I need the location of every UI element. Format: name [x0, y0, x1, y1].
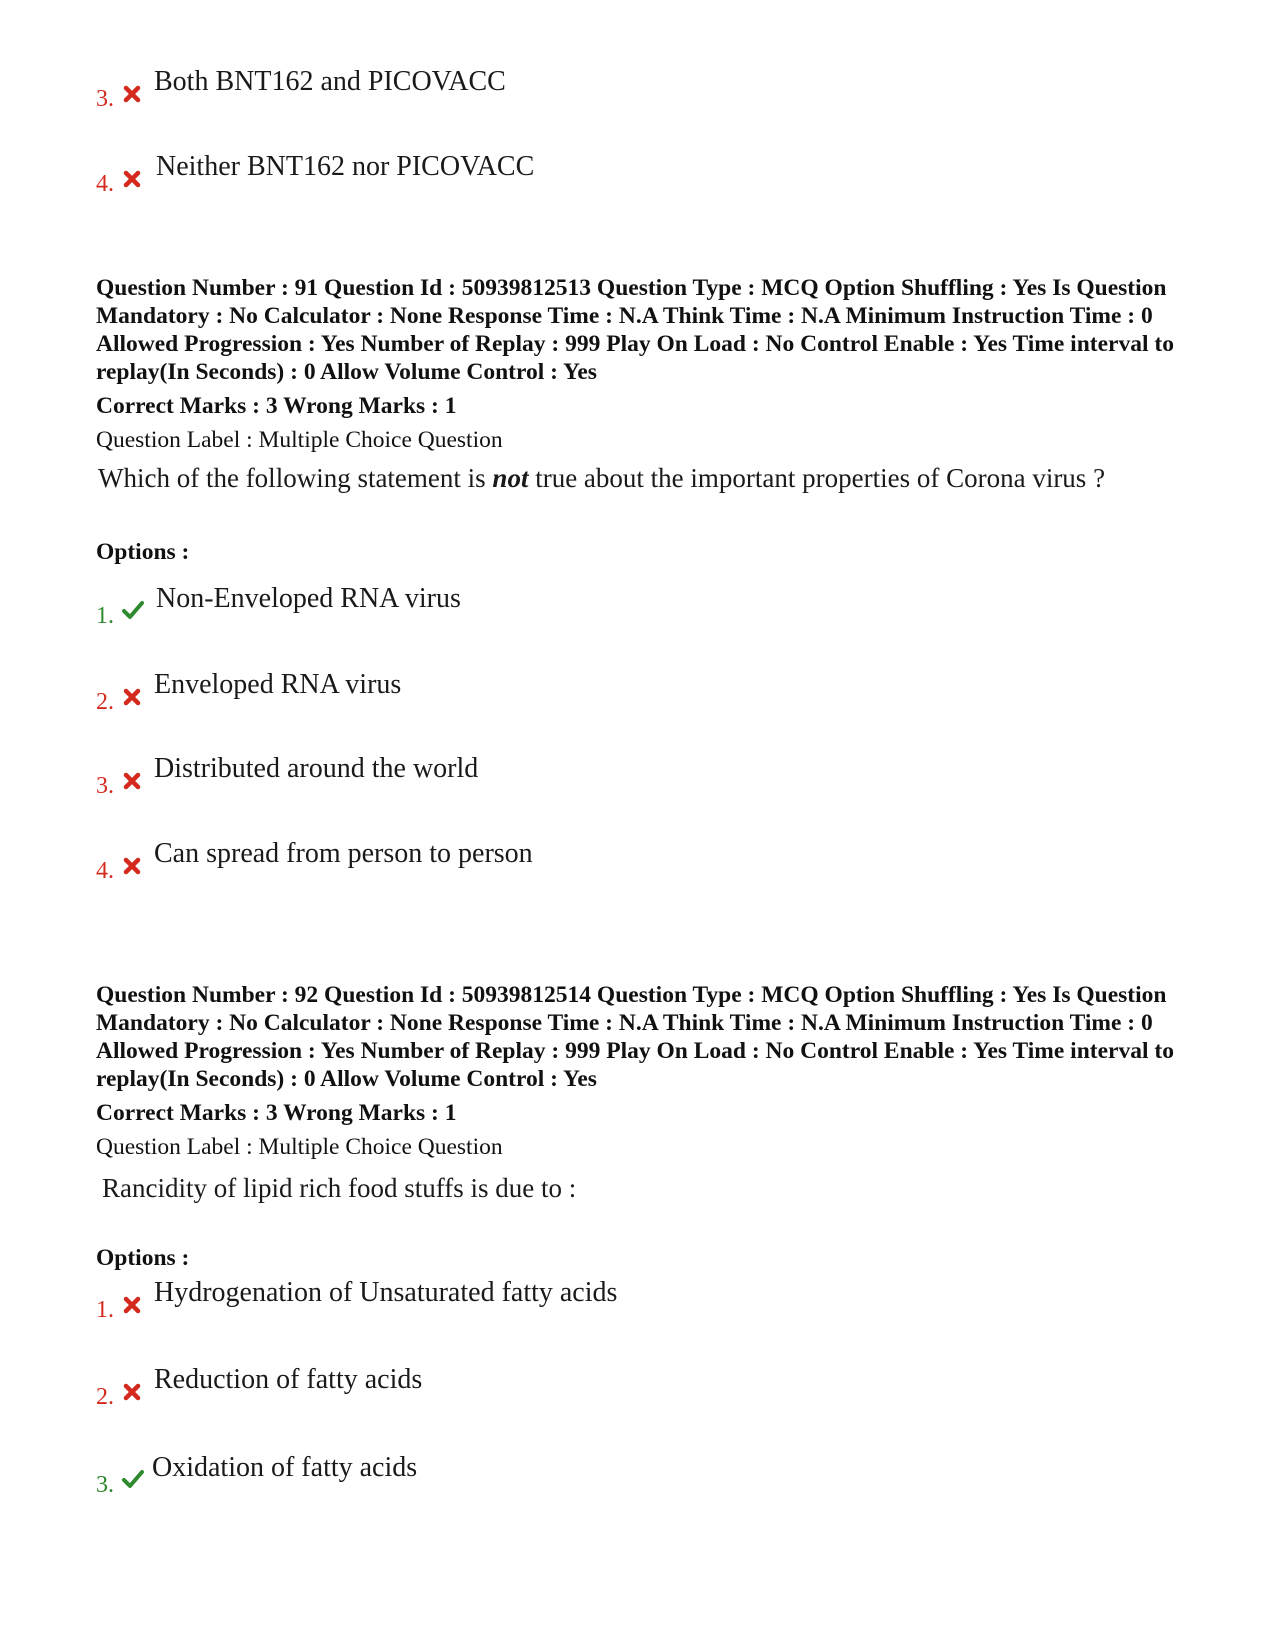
question-marks: Correct Marks : 3 Wrong Marks : 1 [96, 1100, 457, 1126]
option-number: 3. [96, 86, 114, 112]
option-text: Enveloped RNA virus [154, 669, 402, 700]
question-marks: Correct Marks : 3 Wrong Marks : 1 [96, 393, 457, 419]
option-number: 3. [96, 1472, 114, 1498]
option-text: Distributed around the world [154, 753, 479, 784]
option-text: Non-Enveloped RNA virus [156, 583, 461, 614]
check-icon [121, 1467, 145, 1491]
cross-icon [121, 83, 143, 105]
check-icon [121, 598, 145, 622]
question-label: Question Label : Multiple Choice Question [96, 427, 503, 453]
option-number: 1. [96, 603, 114, 629]
option-text: Oxidation of fatty acids [152, 1452, 418, 1483]
cross-icon [121, 1294, 143, 1316]
stem-part: Which of the following statement is [98, 463, 493, 493]
question-stem: Rancidity of lipid rich food stuffs is due to : [102, 1173, 577, 1203]
option-number: 3. [96, 773, 114, 799]
question-stem [98, 460, 1108, 497]
option-text: Reduction of fatty acids [154, 1364, 423, 1395]
option-number: 2. [96, 1384, 114, 1410]
question-meta: Question Number : 92 Question Id : 50939812514 Question Type : MCQ Option Shuffling : Yes Is Question Mandatory : No Calculator : None Response Time : N.A Think Time : N.A Minimum Instruction Time : 0 Allowed Progression : Yes Number of Replay : 999 Play On Load : No Control Enable : Yes Time interval to replay(In Seconds) : 0 Allow Volume Control : Yes [96, 982, 1174, 1092]
option-number: 1. [96, 1297, 114, 1323]
stem-emphasis: not [492, 463, 529, 493]
cross-icon [121, 1381, 143, 1403]
question-meta: Question Number : 91 Question Id : 50939812513 Question Type : MCQ Option Shuffling : Yes Is Question Mandatory : No Calculator : None Response Time : N.A Think Time : N.A Minimum Instruction Time : 0 Allowed Progression : Yes Number of Replay : 999 Play On Load : No Control Enable : Yes Time interval to replay(In Seconds) : 0 Allow Volume Control : Yes [96, 275, 1174, 385]
option-text: Neither BNT162 nor PICOVACC [156, 151, 535, 182]
option-text: Hydrogenation of Unsaturated fatty acids [154, 1277, 618, 1308]
stem-part: true about the important properties of Corona virus ? [528, 463, 1106, 493]
question-label: Question Label : Multiple Choice Question [96, 1134, 503, 1160]
options-title: Options : [96, 539, 190, 565]
options-title: Options : [96, 1245, 190, 1271]
option-text: Can spread from person to person [154, 838, 533, 869]
option-number: 2. [96, 689, 114, 715]
cross-icon [121, 855, 143, 877]
cross-icon [121, 770, 143, 792]
cross-icon [121, 168, 143, 190]
cross-icon [121, 686, 143, 708]
option-number: 4. [96, 171, 114, 197]
option-text: Both BNT162 and PICOVACC [154, 66, 506, 97]
option-number: 4. [96, 858, 114, 884]
